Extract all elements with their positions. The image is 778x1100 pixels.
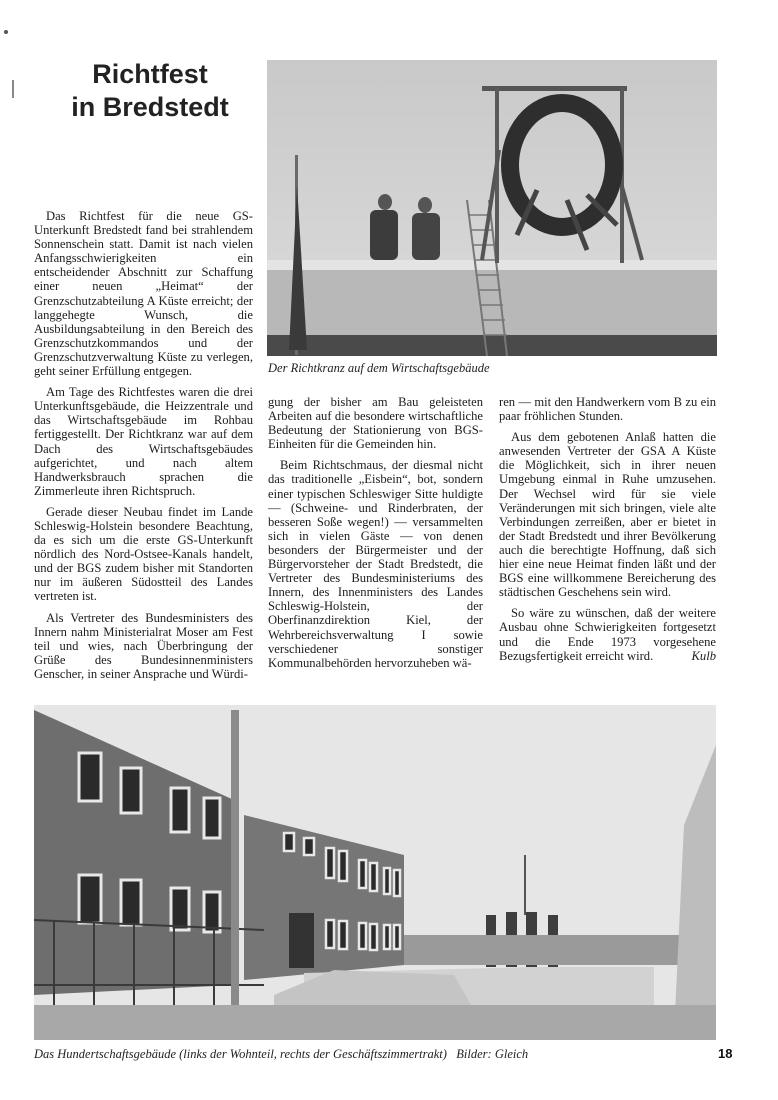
- paragraph: gung der bisher am Bau geleisteten Arbeiten auf die besondere wirtschaftliche Bedeutung der Stationierung von BGS-Einheiten für die Gemeinden hin.: [268, 395, 483, 452]
- paragraph: ren — mit den Handwerkern vom B zu ein paar fröhlichen Stunden.: [499, 395, 716, 424]
- paragraph: Beim Richtschmaus, der diesmal nicht das traditionelle „Eisbein“, bot, sondern einer typischen Schleswiger Sitte huldigte — (Schweine- und Rinderbraten, der besseren Soße wegen!) — versammelten sich in vielen Gäste — von denen besonders der Bürgermeister und der Bürgervorsteher der Stadt Bredstedt, die Vertreter des Bundesministeriums des Innern, des Innenministers des Landes Schleswig-Holstein, der Oberfinanzdirektion Kiel, der Wehrbereichsverwaltung I sowie verschiedener sonstiger Kommunalbehörden hervorzuheben wä-: [268, 458, 483, 670]
- paragraph-final: [499, 606, 716, 662]
- scan-speck: [4, 30, 8, 34]
- title-line-1: Richtfest: [92, 59, 208, 89]
- photo-building-illustration: [34, 705, 716, 1040]
- paragraph: Das Richtfest für die neue GS-Unterkunft Bredstedt fand bei strahlendem Sonnenschein statt. Damit ist nach vielen Anfangsschwierigkeiten ein entscheidender Abschnitt zur Schaffung einer neuen „Heimat“ der Grenzschutzabteilung A Küste erreicht; der langgehegte Wunsch, die Ausbildungsabteilung in den Bereich des Grenzschutzkommandos und der Grenzschutzverwaltung Küste zu verlegen, geht seiner Erfüllung entgegen.: [34, 209, 253, 379]
- paragraph-text: So wäre zu wünschen, daß der weitere Ausbau ohne Schwierigkeiten fortgesetzt und die Ende 1973 vorgesehene Bezugsfertigkeit erreicht wird.: [499, 606, 716, 663]
- page-number: 18: [718, 1046, 733, 1061]
- scan-margin-mark: [12, 80, 14, 98]
- paragraph: Als Vertreter des Bundesministers des Innern nahm Ministerialrat Moser am Fest teil und wies, nach Überbringung der Grüße des Bundesinnenministers Genscher, in seiner Ansprache und Würdi-: [34, 610, 253, 681]
- article-title: [40, 58, 260, 124]
- author-signature: Kulb: [691, 648, 716, 663]
- paragraph: Aus dem gebotenen Anlaß hatten die anwesenden Vertreter der GSA A Küste die Möglichkeit, sich in ihrer neuen Umgebung einmal in Ruhe umzusehen. Der Wechsel wird für sie viele Veränderungen mit sich bringen, viele alte Verbindungen zerreißen, aber er bietet in der Stadt Bredstedt und ihrer Bevölkerung auch die berechtigte Hoffnung, daß sich hier eine neue Heimat finden läßt und der BGS eine willkommene Bereicherung des städtischen Geschehens sein wird.: [499, 430, 716, 600]
- title-line-2: in Bredstedt: [71, 92, 229, 122]
- photo-richtkranz: [267, 60, 717, 356]
- article-column-2: [268, 395, 483, 677]
- photo-richtkranz-caption: Der Richtkranz auf dem Wirtschaftsgebäude: [268, 361, 490, 375]
- article-column-3: [499, 395, 716, 670]
- paragraph: Gerade dieser Neubau findet im Lande Schleswig-Holstein besondere Beachtung, da es sich um die erste GS-Unterkunft nördlich des Nord-Ostsee-Kanals handelt, und der BGS zudem bisher mit Standorten nur im äußeren Südostteil des Landes vertreten ist.: [34, 504, 253, 604]
- article-column-1: [34, 209, 253, 688]
- photo-building-caption: Das Hundertschaftsgebäude (links der Wohnteil, rechts der Geschäftszimmertrakt) Bilder: Gleich: [34, 1047, 529, 1061]
- photo-richtkranz-illustration: [267, 60, 717, 356]
- photo-hundertschaftsgebaeude: [34, 705, 716, 1040]
- paragraph: Am Tage des Richtfestes waren die drei Unterkunftsgebäude, die Heizzentrale und das Wirtschaftsgebäude im Rohbau fertiggestellt. Der Richtkranz war auf dem Dach des Wirtschaftsgebäudes aufgerichtet, und nach altem Handwerksbrauch sprachen die Zimmerleute ihren Richtspruch.: [34, 385, 253, 498]
